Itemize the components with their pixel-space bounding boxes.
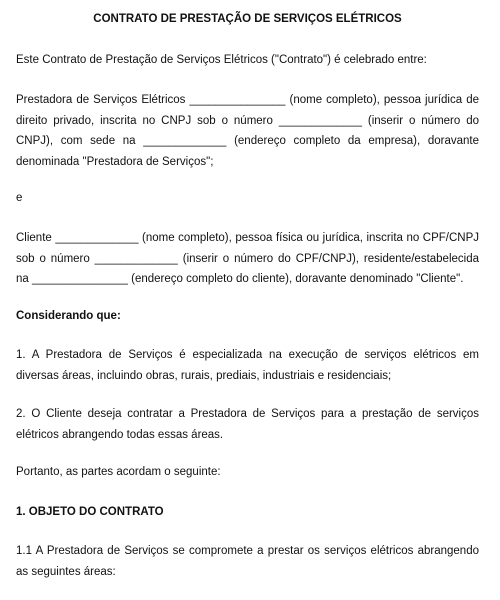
considering-item-2: 2. O Cliente deseja contratar a Prestadora de Serviços para a prestação de serviços elétricos abrangendo todas essas áreas. [16,408,479,441]
conjunction-text: e [16,192,23,204]
section-1-heading: 1. OBJETO DO CONTRATO [16,506,164,518]
client-party-paragraph: Cliente _____________ (nome completo), pessoa física ou jurídica, inscrita no CPF/CNPJ sob o número _____________ (inserir o número do CPF/CNPJ), residente/estabelecida na _______________ (endereço completo do cliente), doravante denominado "Cliente". [16,232,479,285]
document-title: CONTRATO DE PRESTAÇÃO DE SERVIÇOS ELÉTRICOS [93,13,402,25]
considering-heading: Considerando que: [16,310,121,322]
clause-1-1: 1.1 A Prestadora de Serviços se compromete a prestar os serviços elétricos abrangendo as seguintes áreas: [16,545,479,578]
contract-page [16,0,479,600]
provider-party-paragraph: Prestadora de Serviços Elétricos _______________ (nome completo), pessoa jurídica de direito privado, inscrita no CNPJ sob o número _____________ (inserir o número do CNPJ), com sede na _____________ (endereço completo da empresa), doravante denominada "Prestadora de Serviços"; [16,94,479,168]
considering-item-1: 1. A Prestadora de Serviços é especializada na execução de serviços elétricos em diversas áreas, incluindo obras, rurais, prediais, industriais e residenciais; [16,349,479,382]
intro-paragraph: Este Contrato de Prestação de Serviços Elétricos ("Contrato") é celebrado entre: [16,54,427,66]
agreement-paragraph: Portanto, as partes acordam o seguinte: [16,466,221,478]
